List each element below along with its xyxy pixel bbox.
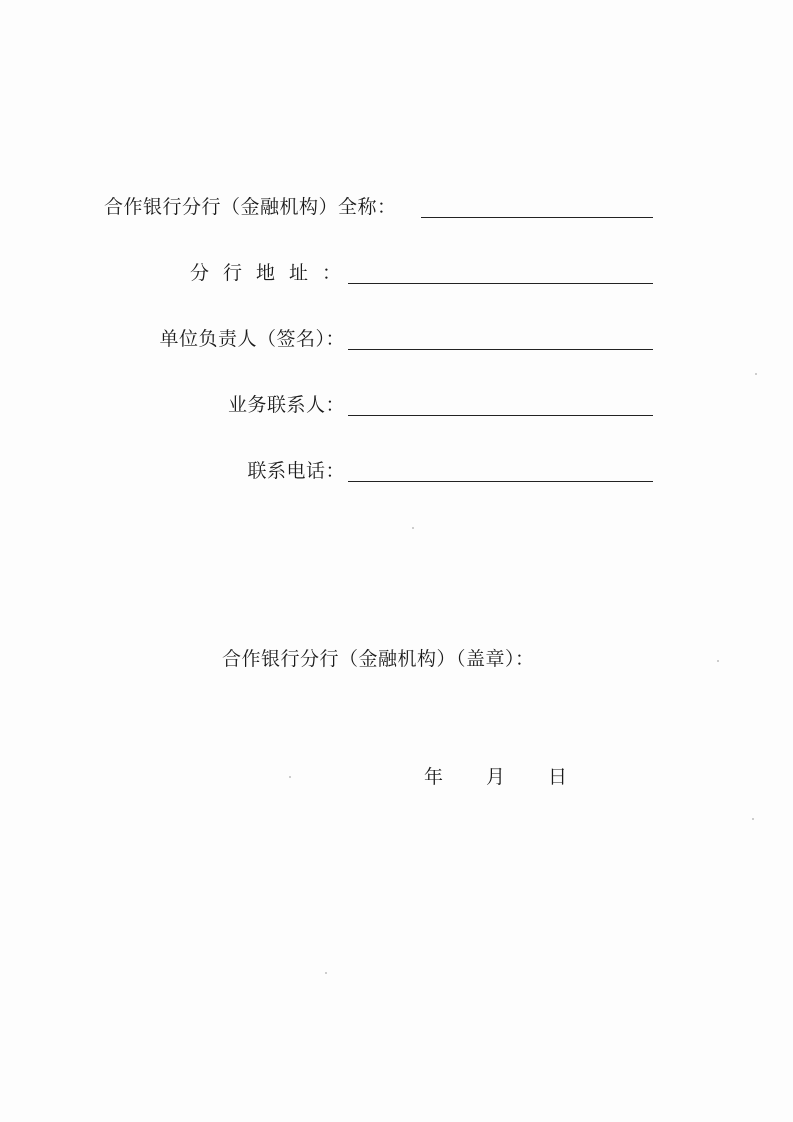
seal-label: 合作银行分行（金融机构）（盖章）： [222, 648, 535, 670]
field-label-contact-phone: 联系电话： [247, 460, 345, 482]
scan-speck [755, 373, 757, 375]
field-label-business-contact: 业务联系人： [227, 394, 345, 416]
date-day-label: 日 [548, 766, 568, 788]
date-line [424, 764, 567, 790]
field-business-contact [0, 390, 793, 420]
blank-line-business-contact[interactable] [348, 415, 653, 416]
scan-speck [717, 660, 719, 662]
scan-speck [289, 776, 291, 778]
blank-line-contact-phone[interactable] [348, 481, 653, 482]
field-label-bank-full-name: 合作银行分行（金融机构）全称： [104, 196, 397, 218]
field-contact-phone [0, 456, 793, 486]
field-label-unit-head-signature: 单位负责人（签名）： [159, 328, 345, 350]
scan-speck [412, 527, 414, 529]
field-unit-head-signature [0, 324, 793, 354]
scan-speck [325, 972, 327, 974]
date-month-label: 月 [486, 766, 506, 788]
field-branch-address [0, 258, 793, 288]
blank-line-bank-full-name[interactable] [421, 217, 653, 218]
scan-speck [752, 818, 754, 820]
blank-line-branch-address[interactable] [348, 283, 653, 284]
field-bank-full-name [0, 192, 793, 222]
field-label-branch-address: 分行地址： [189, 262, 355, 284]
blank-line-unit-head-signature[interactable] [348, 349, 653, 350]
date-year-label: 年 [424, 766, 444, 788]
